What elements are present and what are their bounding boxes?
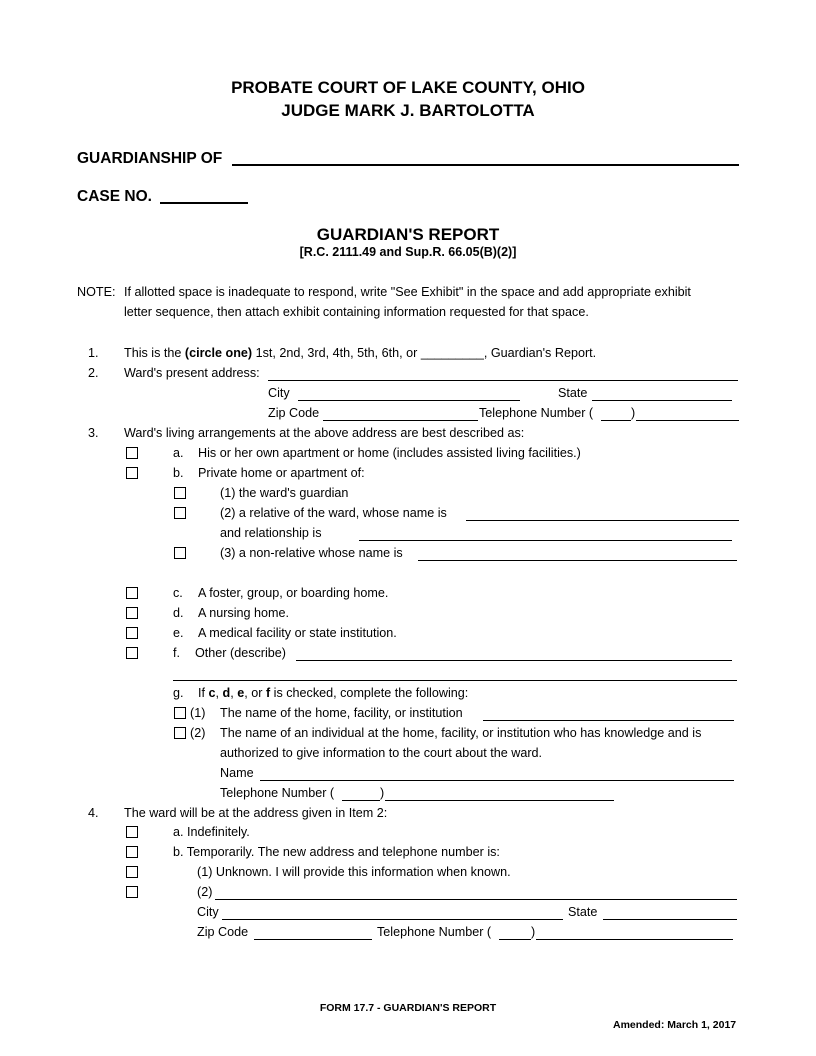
item-3f-text: Other (describe) [195,646,286,660]
note-label: NOTE: [77,285,116,299]
phone-label: Telephone Number ( [479,406,594,420]
new-state-field[interactable] [603,919,737,920]
item-3f-letter: f. [173,646,180,660]
new-phone-paren: ) [531,925,536,939]
facility-name-field[interactable] [483,720,734,721]
item-3-number: 3. [88,426,99,440]
phone-field[interactable] [636,420,739,421]
city-field[interactable] [298,400,520,401]
item-3e-letter: e. [173,626,184,640]
checkbox-3a[interactable] [126,447,138,459]
checkbox-3f[interactable] [126,647,138,659]
judge-name: JUDGE MARK J. BARTOLOTTA [281,101,535,120]
checkbox-3b1[interactable] [174,487,186,499]
guardianship-field[interactable] [232,164,739,166]
state-label: State [558,386,588,400]
other-describe-field-2[interactable] [173,680,737,681]
item-3c-letter: c. [173,586,183,600]
item-2-label: Ward's present address: [124,366,260,380]
checkbox-3e[interactable] [126,627,138,639]
checkbox-3g1[interactable] [174,707,186,719]
contact-phone-field[interactable] [385,800,614,801]
item-3e-text: A medical facility or state institution. [198,626,397,640]
area-code-field[interactable] [601,420,631,421]
item-3b2-text: (2) a relative of the ward, whose name is [220,506,447,520]
new-address-field[interactable] [215,899,737,900]
checkbox-3d[interactable] [126,607,138,619]
item-3c-text: A foster, group, or boarding home. [198,586,389,600]
phone-paren: ) [631,406,636,420]
item-3b3-text: (3) a non-relative whose name is [220,546,403,560]
checkbox-3b[interactable] [126,467,138,479]
report-title: GUARDIAN'S REPORT [316,225,500,244]
item-4b2-number: (2) [197,885,213,899]
court-title: PROBATE COURT OF LAKE COUNTY, OHIO [231,78,585,97]
item-1-number: 1. [88,346,99,360]
relationship-field[interactable] [359,540,732,541]
case-no-label: CASE NO. [77,188,152,205]
item-3b1-text: (1) the ward's guardian [220,486,349,500]
zip-field[interactable] [323,420,478,421]
item-3g2-line-2: authorized to give information to the court about the ward. [220,746,543,760]
item-3g-text: If c, d, e, or f is checked, complete the following: [198,686,469,700]
item-3b-text: Private home or apartment of: [198,466,365,480]
relative-name-field[interactable] [466,520,739,521]
note-line-1: If allotted space is inadequate to respond, write "See Exhibit" in the space and add appropriate exhibit [124,285,691,299]
item-3g1-number: (1) [190,706,206,720]
new-city-field[interactable] [222,919,563,920]
item-3d-letter: d. [173,606,184,620]
checkbox-3g2[interactable] [174,727,186,739]
item-3g2-line-1: The name of an individual at the home, facility, or institution who has knowledge and is [220,726,702,740]
report-citation: [R.C. 2111.49 and Sup.R. 66.05(B)(2)] [299,245,517,259]
new-zip-field[interactable] [254,939,372,940]
contact-phone-paren: ) [380,786,385,800]
item-4b1-text: (1) Unknown. I will provide this information when known. [197,865,511,879]
item-3a-text: His or her own apartment or home (includes assisted living facilities.) [198,446,581,460]
checkbox-4b1[interactable] [126,866,138,878]
checkbox-4b2[interactable] [126,886,138,898]
checkbox-3b3[interactable] [174,547,186,559]
item-4b-text: b. Temporarily. The new address and telephone number is: [173,845,500,859]
guardianship-label: GUARDIANSHIP OF [77,150,223,167]
item-3g2-number: (2) [190,726,206,740]
zip-label: Zip Code [268,406,320,420]
relationship-label: and relationship is [220,526,322,540]
item-4-number: 4. [88,806,99,820]
item-3-label: Ward's living arrangements at the above address are best described as: [124,426,525,440]
other-describe-field[interactable] [296,660,732,661]
item-2-number: 2. [88,366,99,380]
item-4a-text: a. Indefinitely. [173,825,250,839]
address-field[interactable] [268,380,738,381]
city-label: City [268,386,290,400]
new-area-code-field[interactable] [499,939,531,940]
new-city-label: City [197,905,219,919]
item-3g-letter: g. [173,686,184,700]
item-1-text: This is the (circle one) 1st, 2nd, 3rd, 4th, 5th, 6th, or _________, Guardian's Report. [124,346,597,360]
contact-name-field[interactable] [260,780,734,781]
new-phone-label: Telephone Number ( [377,925,492,939]
item-3b-letter: b. [173,466,184,480]
item-3g1-text: The name of the home, facility, or institution [220,706,463,720]
new-phone-field[interactable] [536,939,733,940]
contact-area-code-field[interactable] [342,800,380,801]
case-no-field[interactable] [160,202,248,204]
new-zip-label: Zip Code [197,925,249,939]
amended-date: Amended: March 1, 2017 [613,1019,737,1031]
form-number: FORM 17.7 - GUARDIAN'S REPORT [319,1002,497,1014]
item-3a-letter: a. [173,446,184,460]
contact-name-label: Name [220,766,254,780]
contact-phone-label: Telephone Number ( [220,786,335,800]
state-field[interactable] [592,400,732,401]
item-4-label: The ward will be at the address given in Item 2: [124,806,388,820]
checkbox-3b2[interactable] [174,507,186,519]
checkbox-3c[interactable] [126,587,138,599]
new-state-label: State [568,905,598,919]
non-relative-name-field[interactable] [418,560,737,561]
checkbox-4a[interactable] [126,826,138,838]
note-line-2: letter sequence, then attach exhibit containing information requested for that space. [124,305,589,319]
checkbox-4b[interactable] [126,846,138,858]
item-3d-text: A nursing home. [198,606,290,620]
